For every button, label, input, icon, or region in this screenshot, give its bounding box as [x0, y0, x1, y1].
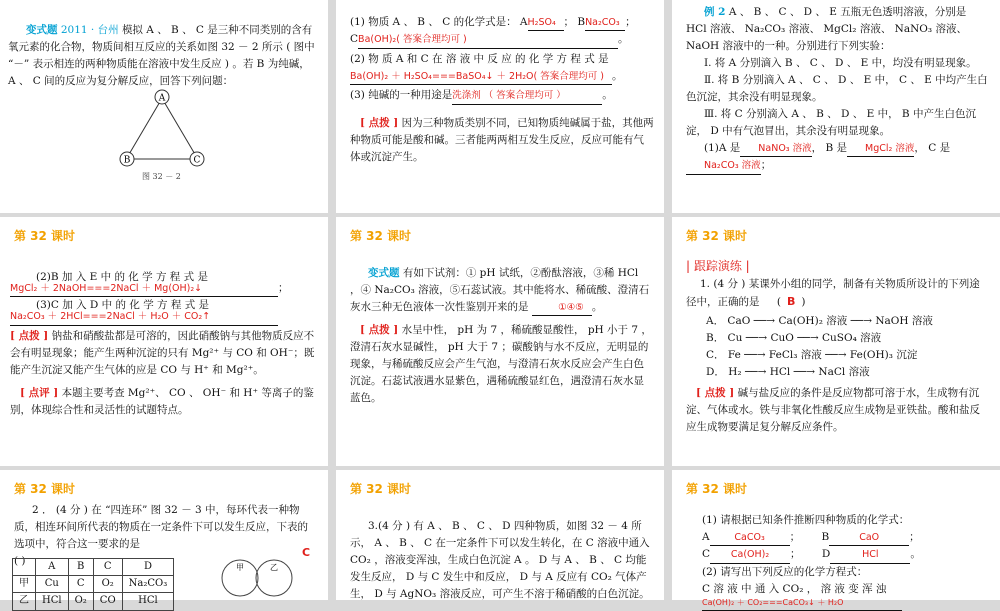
- answer-c: Ca(OH)₂: [710, 547, 790, 563]
- question-3: (3) 纯碱的一种用途是洗涤剂 （ 答案合理均可 ） 。: [350, 87, 654, 104]
- practice-question: 1. (4 分 ) 某课外小组的同学，制备有关物质所设计的下列途径中，正确的是 ( B ): [686, 278, 980, 309]
- table-header-row: A B C D: [13, 559, 174, 576]
- table-row: 乙 HCl O₂ CO HCl: [13, 593, 174, 610]
- variant-tag: 变式题: [26, 24, 58, 36]
- question-source: 2011 · 台州: [60, 24, 119, 36]
- ring-label-2: 乙: [270, 563, 278, 572]
- slide-question-2: [0, 470, 328, 607]
- answer: C: [302, 546, 311, 559]
- answer-c: Ba(OH)₂( 答案合理均可 ): [358, 32, 618, 48]
- example-tag: 例 2: [704, 6, 726, 18]
- step-1: Ⅰ. 将 A 分别滴入 B 、 C 、 D 、 E 中，均没有明显现象。: [704, 57, 977, 69]
- slide-lesson-32-b: [336, 217, 664, 466]
- question-2: (2)B 加 入 E 中 的 化 学 方 程 式 是: [36, 271, 208, 283]
- tip-paragraph: [ 点拨 ] 钠盐和硝酸盐都是可溶的，因此硝酸钠与其他物质反应不会有明显现象；能产生两种沉淀的只有 Mg²⁺ 与 CO 和 OH⁻；既能产生沉淀又能产生气体的应是 CO 与 H⁺ 和 Mg²⁺。: [10, 329, 315, 376]
- question-text: 2 ． (4 分 ) 在 “四连环” 图 32 － 3 中，每环代表一种物质，相连环间所代表的物质在一定条件下可以发生反应，下表的选项中，符合这一要求的是: [14, 504, 308, 550]
- answer-d: HCl: [830, 547, 910, 563]
- answer-paren: ( ): [14, 555, 26, 567]
- slide-question-3-answers: [672, 470, 1000, 607]
- tip-label: [ 点拨 ]: [360, 116, 399, 129]
- question-2: (2) 物 质 A 和 C 在 溶 液 中 反 应 的 化 学 方 程 式 是: [350, 52, 609, 65]
- question-2: (2) 请写出下列反应的化学方程式：: [702, 565, 868, 578]
- example-body: A 、 B 、 C 、 D 、 E 五瓶无色透明溶液，分别是 HCl 溶液、 Na₂CO₃ 溶液、 MgCl₂ 溶液、 NaNO₃ 溶液、 NaOH 溶液中的一种。分别进行下列实验：: [686, 6, 967, 52]
- option-b: B． Cu ──→ CuO ──→ CuSO₄ 溶液: [706, 332, 882, 345]
- option-a: A． CaO ──→ Ca(OH)₂ 溶液 ──→ NaOH 溶液: [706, 315, 933, 328]
- question-body: 模拟 A 、 B 、 C 是三种不同类别的含有氧元素的化合物，物质间相互反应的关系如图 32 － 2 所示 ( 图中 “－” 表示相连的两种物质能在溶液中发生反应 ) 。若 B 为纯碱， A 、 C 间的反应为复分解反应，回答下列问题：: [8, 24, 315, 87]
- answer-a: H₂SO₄: [528, 15, 564, 31]
- answer-b: CaO: [829, 530, 909, 546]
- slide-example-2: [672, 0, 1000, 213]
- answer-line-3: [10, 308, 316, 325]
- lesson-header: 第 32 课时: [686, 229, 748, 243]
- answer: B: [786, 295, 796, 309]
- answer-a: CaCO₃: [710, 530, 790, 546]
- answer-line: (1)A 是 NaNO₃ 溶液， B 是 MgCl₂ 溶液， C 是Na₂CO₃ 溶液；: [686, 140, 990, 175]
- review-paragraph: [ 点评 ] 本题主要考查 Mg²⁺、 CO 、 OH⁻ 和 H⁺ 等离子的鉴别，体现综合性和灵活性的试题特点。: [10, 386, 314, 416]
- node-a: A: [158, 93, 166, 104]
- example-text: [686, 4, 990, 55]
- answer-b: MgCl₂ 溶液: [847, 141, 914, 157]
- question-text: [8, 22, 316, 90]
- node-c: C: [193, 155, 201, 166]
- answer-equation-2: MgCl₂ ＋ 2NaOH===2NaCl ＋ Mg(OH)₂↓: [10, 281, 278, 297]
- options-table: [12, 558, 174, 611]
- answer-row-ab: A CaCO₃ ； B CaO ；: [702, 529, 990, 546]
- option-c: C． Fe ──→ FeCl₃ 溶液 ──→ Fe(OH)₃ 沉淀: [706, 349, 918, 362]
- question-2b: C 溶 液 中 通 入 CO₂ ， 溶 液 变 浑 浊: [702, 582, 887, 595]
- step-2: Ⅱ. 将 B 分别滴入 A 、 C 、 D 、 E 中， C 、 E 中均产生白色沉淀，其余没有明显现象。: [686, 74, 988, 103]
- answer-equation-3: Na₂CO₃ ＋ 2HCl===2NaCl ＋ H₂O ＋ CO₂↑: [10, 309, 278, 325]
- question-3: (3)C 加 入 D 中 的 化 学 方 程 式 是: [36, 299, 210, 312]
- lesson-header: 第 32 课时: [686, 482, 748, 496]
- answer-a: NaNO₃ 溶液: [740, 141, 811, 157]
- question-text: 3.(4 分 ) 有 A 、 B 、 C 、 D 四种物质，如图 32 － 4 所示， A 、 B 、 C 在一定条件下可以发生转化，在 C 溶液中通入 CO₂ ，溶液变浑浊，生成白色沉淀 A 。 D 与 A 、 B 、 C 均能发生反应， D 与 C 发生中和反应， D 与 A 反应有 CO₂ 气体产生， D 与 AgNO₃ 溶液反应，可产生不溶于稀硝酸的白色沉淀。: [350, 520, 650, 600]
- option-d: D． H₂ ──→ HCl ──→ NaCl 溶液: [706, 366, 870, 379]
- question-1: (1) 请根据已知条件推断四种物质的化学式：: [702, 514, 910, 526]
- slide-question-3: [336, 470, 664, 600]
- slide-answers-1: [336, 0, 664, 213]
- answer-use: 洗涤剂 （ 答案合理均可 ）: [452, 88, 602, 104]
- answer-c: Na₂CO₃ 溶液: [686, 158, 761, 174]
- lesson-header: 第 32 课时: [350, 229, 412, 243]
- lesson-header: 第 32 课时: [350, 482, 412, 496]
- ring-label-1: 甲: [236, 563, 244, 572]
- tip-paragraph: [ 点拨 ] 碱与盐反应的条件是反应物都可溶于水，生成物有沉淀、气体或水。铁与非氧化性酸反应生成物是亚铁盐。酸和盐反应生成物要满足复分解反应条件。: [686, 387, 980, 434]
- answer-b: Na₂CO₃: [585, 15, 625, 31]
- lesson-header: 第 32 课时: [14, 482, 76, 496]
- answer-line-2: MgCl₂ ＋ 2NaOH===2NaCl ＋ Mg(OH)₂↓ ；: [10, 280, 316, 297]
- answer-equation: Ca(OH)₂ ＋ CO₂===CaCO₃↓ ＋ H₂O: [702, 594, 990, 611]
- answer: ①④⑤: [532, 300, 592, 316]
- answer-equation: Ba(OH)₂ ＋ H₂SO₄===BaSO₄↓ ＋ 2H₂O( 答案合理均可 ): [350, 69, 612, 85]
- triangle-diagram: [112, 88, 212, 183]
- slide-variant-question: [0, 0, 328, 213]
- tip-text: 因为三种物质类别不同，已知物质纯碱属于盐，其他两种物质可能是酸和碱。三者能两两相互发生反应，反应可能有气体或沉淀产生。: [350, 116, 654, 163]
- four-ring-diagram: [218, 548, 318, 600]
- slide-practice: [672, 217, 1000, 466]
- tip-paragraph: [ 点拨 ] 水呈中性， pH 为 7 ，稀硫酸显酸性， pH 小于 7 ，澄清石灰水显碱性， pH 大于 7 ；碳酸钠与水不反应，无明显的现象，与稀硫酸反应会产生气泡，与澄清石灰水反应会产生白色沉淀。石蕊试液遇水显紫色，遇稀硫酸显红色，遇澄清石灰水显蓝色。: [350, 324, 652, 405]
- node-b: B: [123, 155, 131, 166]
- figure-caption: 图 32 － 2: [142, 172, 181, 181]
- section-title: | 跟踪演练 |: [686, 259, 750, 273]
- answer-line-1: (1) 物质 A 、 B 、 C 的化学式是： AH₂SO₄ ； BNa₂CO₃ ；: [350, 14, 654, 31]
- slide-lesson-32-a: [0, 217, 328, 466]
- step-3: Ⅲ. 将 C 分别滴入 A 、 B 、 D 、 E 中， B 中产生白色沉淀， D 中有气泡冒出，其余没有明显现象。: [686, 108, 976, 137]
- answer-row-cd: C Ca(OH)₂ ； D HCl 。: [702, 546, 990, 563]
- variant-question: 变式题 有如下试剂：① pH 试纸，②酚酞溶液，③稀 HCl ，④ Na₂CO₃ 溶液，⑤石蕊试液。其中能将水、稀硫酸、澄清石灰水三种无色液体一次性鉴别开来的是 ①④⑤ 。: [350, 265, 652, 316]
- answer-line-2: Ba(OH)₂ ＋ H₂SO₄===BaSO₄↓ ＋ 2H₂O( 答案合理均可 ) 。: [350, 68, 654, 85]
- tip-paragraph: [350, 115, 654, 166]
- table-row: 甲 Cu C O₂ Na₂CO₃: [13, 576, 174, 593]
- lesson-header: 第 32 课时: [14, 229, 76, 243]
- answer-line-c: CBa(OH)₂( 答案合理均可 ) 。: [350, 31, 654, 48]
